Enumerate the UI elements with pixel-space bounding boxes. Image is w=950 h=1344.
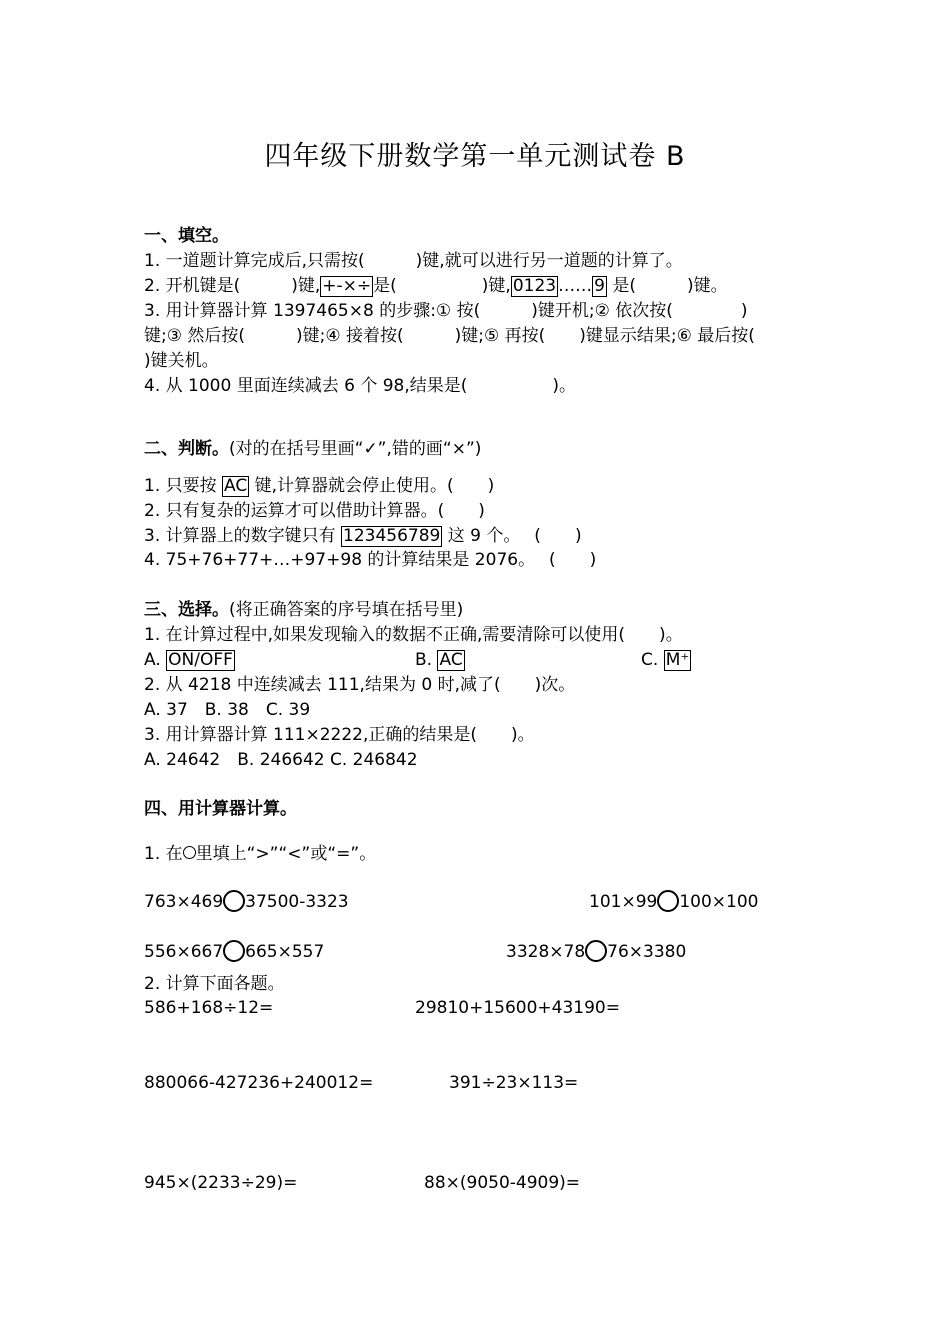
- compare-2-right: 100×100: [679, 892, 759, 912]
- s3-q1-option-a: [144, 649, 235, 671]
- section-1-heading: 一、填空。: [144, 226, 229, 246]
- expression-4: 391÷23×113=: [449, 1073, 579, 1093]
- s3-q1-option-b: [415, 649, 465, 671]
- s3-q3: 3. 用计算器计算 111×2222,正确的结果是( )。: [144, 725, 535, 745]
- s1-q2-text-a: 2. 开机键是( )键,: [144, 276, 321, 296]
- answer-circle-1[interactable]: [223, 890, 245, 912]
- compare-1-right: 37500-3323: [245, 892, 349, 912]
- compare-2: [589, 890, 758, 913]
- expression-1: 586+168÷12=: [144, 998, 274, 1018]
- ac-option-box: AC: [439, 650, 463, 670]
- s1-q3-line1: 3. 用计算器计算 1397465×8 的步骤:① 按( )键开机;② 依次按( ): [144, 301, 748, 321]
- s1-q3-line2: 键;③ 然后按( )键;④ 接着按( )键;⑤ 再按( )键显示结果;⑥ 最后按(: [144, 326, 755, 346]
- on-off-key-box: ON/OFF: [168, 650, 233, 670]
- digit-nine-box: 9: [594, 276, 605, 296]
- s3-q1-option-c: [641, 649, 691, 671]
- compare-4-left: 3328×78: [506, 942, 586, 962]
- answer-circle-2[interactable]: [657, 890, 679, 912]
- section-2-note: (对的在括号里画“✓”,错的画“×”): [229, 439, 482, 459]
- s2-q3-text-a: 3. 计算器上的数字键只有: [144, 526, 336, 546]
- compare-3: [144, 940, 324, 963]
- section-3-note: (将正确答案的序号填在括号里): [229, 600, 464, 620]
- compare-4-right: 76×3380: [607, 942, 687, 962]
- option-a-label: A.: [144, 650, 161, 670]
- compare-2-left: 101×99: [589, 892, 658, 912]
- s4-q2: 2. 计算下面各题。: [144, 974, 285, 994]
- s3-q2: 2. 从 4218 中连续减去 111,结果为 0 时,减了( )次。: [144, 675, 576, 695]
- expression-2: 29810+15600+43190=: [415, 998, 620, 1018]
- s1-q4: 4. 从 1000 里面连续减去 6 个 98,结果是( )。: [144, 376, 577, 396]
- compare-4: [506, 940, 686, 963]
- section-2-title: 二、判断。: [144, 439, 229, 459]
- digit-keys-box: 0123: [512, 276, 557, 296]
- compare-1: [144, 890, 349, 913]
- ac-key-box: AC: [224, 476, 248, 496]
- compare-1-left: 763×469: [144, 892, 224, 912]
- section-4-heading: 四、用计算器计算。: [144, 799, 297, 819]
- s1-q2: [144, 275, 728, 297]
- s3-q3-options: A. 24642 B. 246642 C. 246842: [144, 750, 418, 770]
- s2-q3-text-b: 这 9 个。 ( ): [447, 526, 582, 546]
- s4-q1-text-a: 1. 在: [144, 844, 183, 864]
- expression-6: 88×(9050-4909)=: [424, 1173, 581, 1193]
- s2-q4: 4. 75+76+77+…+97+98 的计算结果是 2076。 ( ): [144, 550, 597, 570]
- s2-q1-text-b: 键,计算器就会停止使用。( ): [254, 476, 495, 496]
- circle-icon: [183, 846, 196, 859]
- section-3-heading: [144, 599, 463, 621]
- s3-q1: 1. 在计算过程中,如果发现输入的数据不正确,需要清除可以使用( )。: [144, 625, 683, 645]
- expression-5: 945×(2233÷29)=: [144, 1173, 298, 1193]
- s1-q1: 1. 一道题计算完成后,只需按( )键,就可以进行另一道题的计算了。: [144, 251, 683, 271]
- option-b-label: B.: [415, 650, 433, 670]
- compare-3-right: 665×557: [245, 942, 325, 962]
- s4-q1-text-b: 里填上“>”“<”或“=”。: [195, 844, 377, 864]
- expression-3: 880066-427236+240012=: [144, 1073, 374, 1093]
- s4-q1: [144, 843, 376, 865]
- s1-q2-ellipsis: ……: [558, 276, 593, 296]
- option-c-label: C.: [641, 650, 659, 670]
- page-title: 四年级下册数学第一单元测试卷 B: [264, 141, 686, 172]
- compare-3-left: 556×667: [144, 942, 224, 962]
- s2-q3: [144, 525, 582, 547]
- s2-q1-text-a: 1. 只要按: [144, 476, 217, 496]
- answer-circle-4[interactable]: [585, 940, 607, 962]
- s1-q3-line3: )键关机。: [144, 351, 219, 371]
- section-2-heading: [144, 438, 481, 460]
- number-keys-box: 123456789: [343, 526, 441, 546]
- s1-q2-text-b: 是( )键,: [373, 276, 511, 296]
- s1-q2-text-d: 是( )键。: [606, 276, 728, 296]
- s3-q2-options: A. 37 B. 38 C. 39: [144, 700, 311, 720]
- s2-q2: 2. 只有复杂的运算才可以借助计算器。( ): [144, 501, 485, 521]
- section-3-title: 三、选择。: [144, 600, 229, 620]
- m-plus-key-box: M⁺: [665, 650, 690, 670]
- operator-keys-box: +-×÷: [322, 276, 372, 296]
- s2-q1: [144, 475, 494, 497]
- answer-circle-3[interactable]: [223, 940, 245, 962]
